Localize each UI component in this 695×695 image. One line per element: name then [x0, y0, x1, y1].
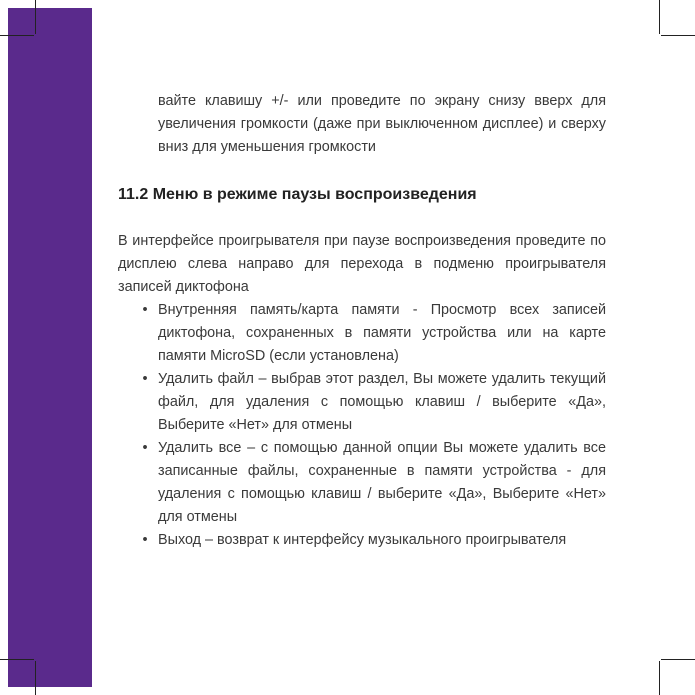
list-item: [118, 437, 606, 529]
list-item: [118, 299, 606, 368]
page-body: [118, 90, 606, 552]
crop-mark-bottom-right-h: [661, 659, 695, 660]
section-heading: 11.2 Меню в режиме паузы воспроизведения: [118, 186, 477, 203]
list-item: [118, 368, 606, 437]
list-item-text: Удалить файл – выбрав этот раздел, Вы можете удалить текущий файл, для удаления с помощью клавиш / выберите «Да», Выберите «Нет» для отмены: [158, 371, 606, 433]
bullet-list: [118, 299, 606, 552]
crop-mark-bottom-left-h: [0, 659, 34, 660]
bullet-icon: •: [142, 371, 148, 387]
bullet-icon: •: [142, 302, 148, 318]
crop-mark-top-right-h: [661, 35, 695, 36]
crop-mark-top-left-h: [0, 35, 34, 36]
crop-mark-bottom-left-v: [35, 661, 36, 695]
crop-mark-top-left-v: [35, 0, 36, 34]
intro-continuation: вайте клавишу +/- или проведите по экрану снизу вверх для увеличения громкости (даже при выключенном дисплее) и сверху вниз для уменьшения громкости: [158, 93, 606, 155]
bullet-icon: •: [142, 440, 148, 456]
section-paragraph: В интерфейсе проигрывателя при паузе воспроизведения проведите по дисплею слева направо для перехода в подменю проигрывателя записей диктофона: [118, 233, 606, 295]
crop-mark-bottom-right-v: [659, 661, 660, 695]
list-item: [118, 529, 606, 552]
purple-side-bar: [8, 8, 92, 687]
list-item-text: Внутренняя память/карта памяти - Просмотр всех записей диктофона, сохраненных в памяти устройства или на карте памяти MicroSD (если установлена): [158, 302, 606, 364]
list-item-text: Удалить все – с помощью данной опции Вы можете удалить все записанные файлы, сохраненные в памяти устройства - для удаления с помощью клавиш / выберите «Да», Выберите «Нет» для отмены: [158, 440, 606, 525]
crop-mark-top-right-v: [659, 0, 660, 34]
list-item-text: Выход – возврат к интерфейсу музыкального проигрывателя: [158, 532, 567, 548]
bullet-icon: •: [142, 532, 148, 548]
